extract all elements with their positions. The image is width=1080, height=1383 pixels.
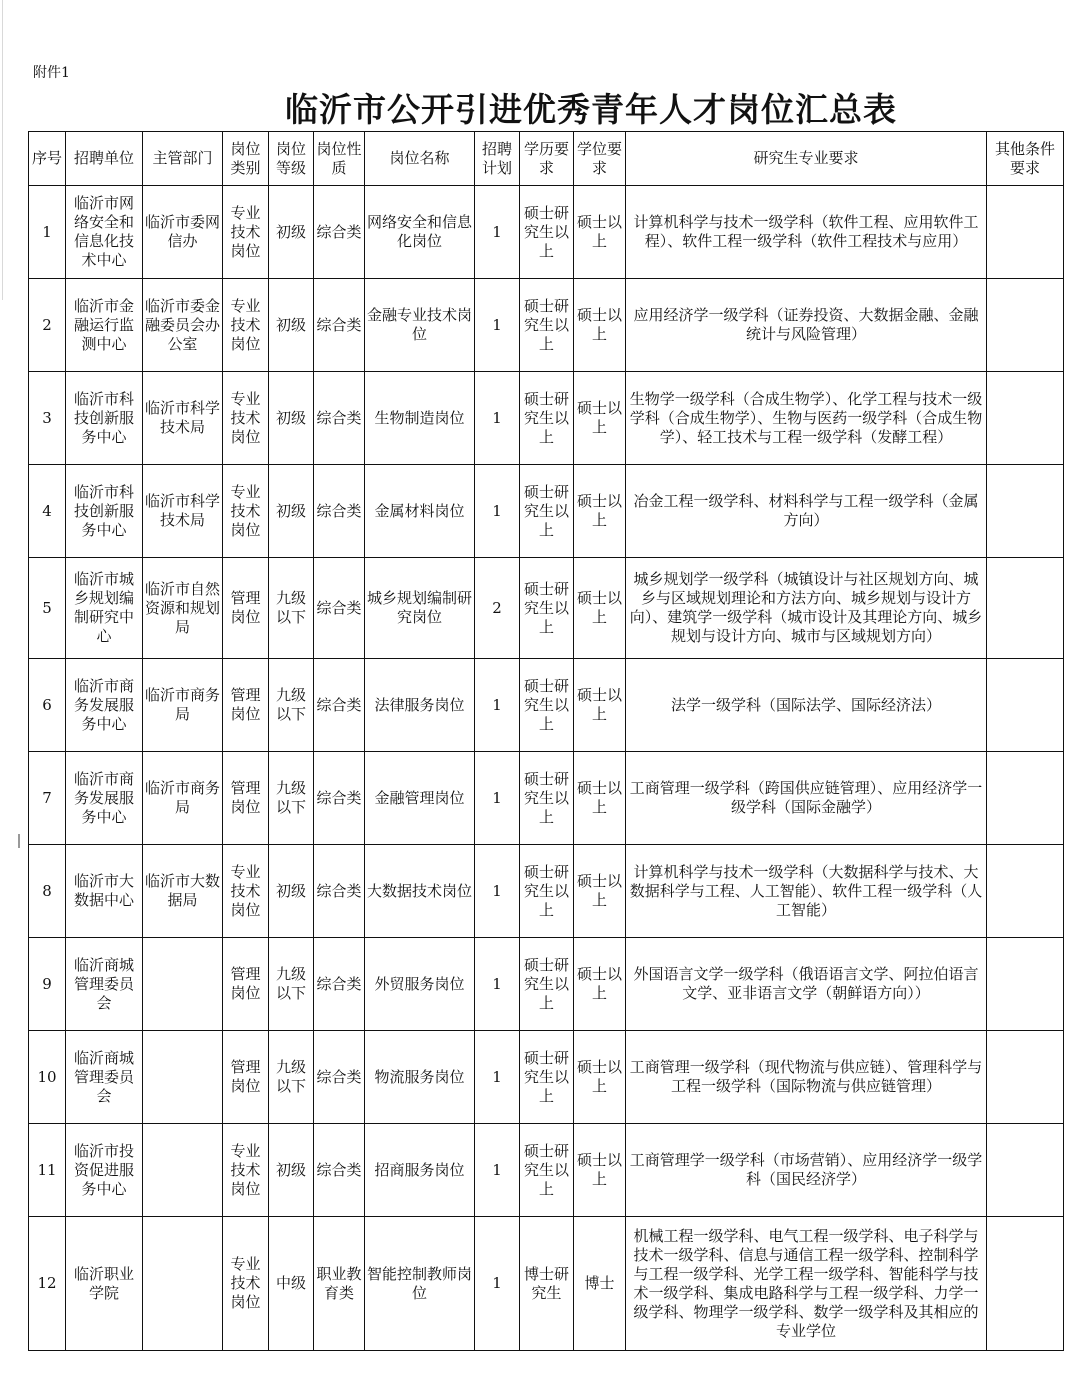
- cell-category: 专业技术岗位: [223, 1124, 269, 1217]
- cell-position: 外贸服务岗位: [365, 938, 475, 1031]
- cell-dept: 临沂市科学技术局: [143, 465, 223, 558]
- cell-nature: 职业教育类: [314, 1217, 365, 1351]
- cell-category: 管理岗位: [223, 752, 269, 845]
- header-major: 研究生专业要求: [626, 132, 987, 186]
- cell-plan: 2: [475, 558, 520, 659]
- cell-unit: 临沂市科技创新服务中心: [66, 372, 143, 465]
- cell-level: 初级: [269, 372, 314, 465]
- cell-level: 初级: [269, 186, 314, 279]
- cell-unit: 临沂市网络安全和信息化技术中心: [66, 186, 143, 279]
- cell-major: 城乡规划学一级学科（城镇设计与社区规划方向、城乡与区域规划理论和方法方向、城乡规划与设计方向）、建筑学一级学科（城市设计及其理论方向、城乡规划与设计方向、城市与区域规划方向）: [626, 558, 987, 659]
- cell-degree: 硕士以上: [574, 465, 626, 558]
- cell-nature: 综合类: [314, 372, 365, 465]
- cell-unit: 临沂市投资促进服务中心: [66, 1124, 143, 1217]
- cell-unit: 临沂市科技创新服务中心: [66, 465, 143, 558]
- scroll-marker: [18, 834, 20, 848]
- cell-major: 计算机科学与技术一级学科（软件工程、应用软件工程）、软件工程一级学科（软件工程技术与应用）: [626, 186, 987, 279]
- cell-seq: 10: [29, 1031, 66, 1124]
- cell-plan: 1: [475, 845, 520, 938]
- table-row: [29, 465, 1064, 558]
- cell-degree: 硕士以上: [574, 372, 626, 465]
- cell-degree: 硕士以上: [574, 752, 626, 845]
- cell-education: 硕士研究生以上: [520, 845, 574, 938]
- cell-dept: 临沂市大数据局: [143, 845, 223, 938]
- cell-major: 计算机科学与技术一级学科（大数据科学与技术、大数据科学与工程、人工智能）、软件工程一级学科（人工智能）: [626, 845, 987, 938]
- cell-seq: 11: [29, 1124, 66, 1217]
- cell-category: 专业技术岗位: [223, 186, 269, 279]
- cell-seq: 2: [29, 279, 66, 372]
- table-row: [29, 1217, 1064, 1351]
- cell-education: 硕士研究生以上: [520, 558, 574, 659]
- positions-table: [28, 131, 1064, 1351]
- cell-degree: 博士: [574, 1217, 626, 1351]
- cell-category: 专业技术岗位: [223, 279, 269, 372]
- cell-education: 硕士研究生以上: [520, 279, 574, 372]
- cell-nature: 综合类: [314, 1124, 365, 1217]
- cell-level: 九级以下: [269, 752, 314, 845]
- cell-plan: 1: [475, 1124, 520, 1217]
- header-position: 岗位名称: [365, 132, 475, 186]
- cell-education: 硕士研究生以上: [520, 938, 574, 1031]
- cell-seq: 9: [29, 938, 66, 1031]
- cell-other: [987, 938, 1064, 1031]
- cell-degree: 硕士以上: [574, 279, 626, 372]
- header-education: 学历要求: [520, 132, 574, 186]
- cell-education: 硕士研究生以上: [520, 659, 574, 752]
- cell-category: 管理岗位: [223, 938, 269, 1031]
- cell-position: 生物制造岗位: [365, 372, 475, 465]
- cell-plan: 1: [475, 659, 520, 752]
- cell-other: [987, 1217, 1064, 1351]
- cell-other: [987, 1031, 1064, 1124]
- header-nature: 岗位性质: [314, 132, 365, 186]
- cell-dept: 临沂市商务局: [143, 659, 223, 752]
- cell-level: 初级: [269, 845, 314, 938]
- cell-degree: 硕士以上: [574, 938, 626, 1031]
- cell-unit: 临沂市金融运行监测中心: [66, 279, 143, 372]
- cell-major: 工商管理一级学科（现代物流与供应链）、管理科学与工程一级学科（国际物流与供应链管理）: [626, 1031, 987, 1124]
- cell-plan: 1: [475, 372, 520, 465]
- header-plan: 招聘计划: [475, 132, 520, 186]
- attachment-label: 附件1: [33, 65, 70, 81]
- cell-dept: 临沂市自然资源和规划局: [143, 558, 223, 659]
- cell-position: 智能控制教师岗位: [365, 1217, 475, 1351]
- cell-seq: 12: [29, 1217, 66, 1351]
- cell-position: 金属材料岗位: [365, 465, 475, 558]
- table-row: [29, 659, 1064, 752]
- header-seq: 序号: [29, 132, 66, 186]
- cell-position: 金融管理岗位: [365, 752, 475, 845]
- cell-major: 应用经济学一级学科（证券投资、大数据金融、金融统计与风险管理）: [626, 279, 987, 372]
- cell-level: 九级以下: [269, 659, 314, 752]
- table-row: [29, 1124, 1064, 1217]
- cell-dept: 临沂市委金融委员会办公室: [143, 279, 223, 372]
- cell-category: 管理岗位: [223, 558, 269, 659]
- table-header-row: [29, 132, 1064, 186]
- cell-category: 专业技术岗位: [223, 845, 269, 938]
- table-row: [29, 845, 1064, 938]
- cell-degree: 硕士以上: [574, 845, 626, 938]
- cell-plan: 1: [475, 186, 520, 279]
- cell-seq: 7: [29, 752, 66, 845]
- cell-plan: 1: [475, 1217, 520, 1351]
- header-other: 其他条件要求: [987, 132, 1064, 186]
- table-row: [29, 186, 1064, 279]
- cell-major: 机械工程一级学科、电气工程一级学科、电子科学与技术一级学科、信息与通信工程一级学科、控制科学与工程一级学科、光学工程一级学科、智能科学与技术一级学科、集成电路科学与工程一级学科、力学一级学科、物理学一级学科、数学一级学科及其相应的专业学位: [626, 1217, 987, 1351]
- cell-unit: 临沂商城管理委员会: [66, 938, 143, 1031]
- cell-other: [987, 752, 1064, 845]
- cell-seq: 5: [29, 558, 66, 659]
- cell-category: 专业技术岗位: [223, 372, 269, 465]
- cell-nature: 综合类: [314, 465, 365, 558]
- cell-education: 硕士研究生以上: [520, 1124, 574, 1217]
- cell-nature: 综合类: [314, 659, 365, 752]
- cell-other: [987, 558, 1064, 659]
- cell-other: [987, 186, 1064, 279]
- cell-level: 初级: [269, 1124, 314, 1217]
- cell-unit: 临沂市商务发展服务中心: [66, 659, 143, 752]
- cell-dept: [143, 1031, 223, 1124]
- cell-level: 初级: [269, 279, 314, 372]
- page-edge-line: [2, 0, 3, 300]
- cell-dept: [143, 938, 223, 1031]
- table-row: [29, 279, 1064, 372]
- cell-seq: 8: [29, 845, 66, 938]
- cell-education: 硕士研究生以上: [520, 752, 574, 845]
- cell-position: 大数据技术岗位: [365, 845, 475, 938]
- cell-major: 生物学一级学科（合成生物学）、化学工程与技术一级学科（合成生物学）、生物与医药一级学科（合成生物学）、轻工技术与工程一级学科（发酵工程）: [626, 372, 987, 465]
- cell-education: 硕士研究生以上: [520, 465, 574, 558]
- header-dept: 主管部门: [143, 132, 223, 186]
- cell-dept: [143, 1217, 223, 1351]
- cell-major: 法学一级学科（国际法学、国际经济法）: [626, 659, 987, 752]
- cell-nature: 综合类: [314, 1031, 365, 1124]
- cell-nature: 综合类: [314, 752, 365, 845]
- cell-position: 物流服务岗位: [365, 1031, 475, 1124]
- cell-position: 城乡规划编制研究岗位: [365, 558, 475, 659]
- cell-position: 金融专业技术岗位: [365, 279, 475, 372]
- cell-category: 专业技术岗位: [223, 465, 269, 558]
- cell-degree: 硕士以上: [574, 1031, 626, 1124]
- cell-nature: 综合类: [314, 938, 365, 1031]
- cell-unit: 临沂市城乡规划编制研究中心: [66, 558, 143, 659]
- cell-category: 管理岗位: [223, 1031, 269, 1124]
- cell-plan: 1: [475, 938, 520, 1031]
- table-row: [29, 938, 1064, 1031]
- cell-plan: 1: [475, 1031, 520, 1124]
- table-row: [29, 1031, 1064, 1124]
- cell-other: [987, 372, 1064, 465]
- cell-degree: 硕士以上: [574, 659, 626, 752]
- table-row: [29, 558, 1064, 659]
- cell-level: 九级以下: [269, 938, 314, 1031]
- cell-dept: 临沂市委网信办: [143, 186, 223, 279]
- cell-position: 法律服务岗位: [365, 659, 475, 752]
- cell-level: 中级: [269, 1217, 314, 1351]
- cell-plan: 1: [475, 465, 520, 558]
- cell-nature: 综合类: [314, 279, 365, 372]
- cell-category: 管理岗位: [223, 659, 269, 752]
- cell-education: 硕士研究生以上: [520, 186, 574, 279]
- cell-dept: 临沂市科学技术局: [143, 372, 223, 465]
- cell-unit: 临沂职业学院: [66, 1217, 143, 1351]
- cell-unit: 临沂市商务发展服务中心: [66, 752, 143, 845]
- header-unit: 招聘单位: [66, 132, 143, 186]
- document-title: 临沂市公开引进优秀青年人才岗位汇总表: [285, 90, 897, 129]
- cell-position: 网络安全和信息化岗位: [365, 186, 475, 279]
- cell-major: 工商管理一级学科（跨国供应链管理）、应用经济学一级学科（国际金融学）: [626, 752, 987, 845]
- cell-nature: 综合类: [314, 186, 365, 279]
- cell-seq: 6: [29, 659, 66, 752]
- cell-nature: 综合类: [314, 558, 365, 659]
- cell-other: [987, 279, 1064, 372]
- cell-seq: 3: [29, 372, 66, 465]
- cell-degree: 硕士以上: [574, 558, 626, 659]
- cell-education: 硕士研究生以上: [520, 1031, 574, 1124]
- cell-other: [987, 659, 1064, 752]
- cell-seq: 4: [29, 465, 66, 558]
- cell-major: 外国语言文学一级学科（俄语语言文学、阿拉伯语言文学、亚非语言文学（朝鲜语方向））: [626, 938, 987, 1031]
- cell-major: 工商管理学一级学科（市场营销）、应用经济学一级学科（国民经济学）: [626, 1124, 987, 1217]
- header-level: 岗位等级: [269, 132, 314, 186]
- cell-other: [987, 465, 1064, 558]
- cell-degree: 硕士以上: [574, 186, 626, 279]
- table-row: [29, 372, 1064, 465]
- cell-dept: 临沂市商务局: [143, 752, 223, 845]
- cell-level: 九级以下: [269, 1031, 314, 1124]
- cell-unit: 临沂市大数据中心: [66, 845, 143, 938]
- header-degree: 学位要求: [574, 132, 626, 186]
- cell-plan: 1: [475, 279, 520, 372]
- table-row: [29, 752, 1064, 845]
- cell-nature: 综合类: [314, 845, 365, 938]
- cell-degree: 硕士以上: [574, 1124, 626, 1217]
- cell-category: 专业技术岗位: [223, 1217, 269, 1351]
- cell-dept: [143, 1124, 223, 1217]
- cell-position: 招商服务岗位: [365, 1124, 475, 1217]
- cell-education: 博士研究生: [520, 1217, 574, 1351]
- cell-seq: 1: [29, 186, 66, 279]
- cell-major: 冶金工程一级学科、材料科学与工程一级学科（金属方向）: [626, 465, 987, 558]
- cell-unit: 临沂商城管理委员会: [66, 1031, 143, 1124]
- cell-plan: 1: [475, 752, 520, 845]
- cell-level: 初级: [269, 465, 314, 558]
- cell-education: 硕士研究生以上: [520, 372, 574, 465]
- header-category: 岗位类别: [223, 132, 269, 186]
- cell-other: [987, 845, 1064, 938]
- cell-other: [987, 1124, 1064, 1217]
- cell-level: 九级以下: [269, 558, 314, 659]
